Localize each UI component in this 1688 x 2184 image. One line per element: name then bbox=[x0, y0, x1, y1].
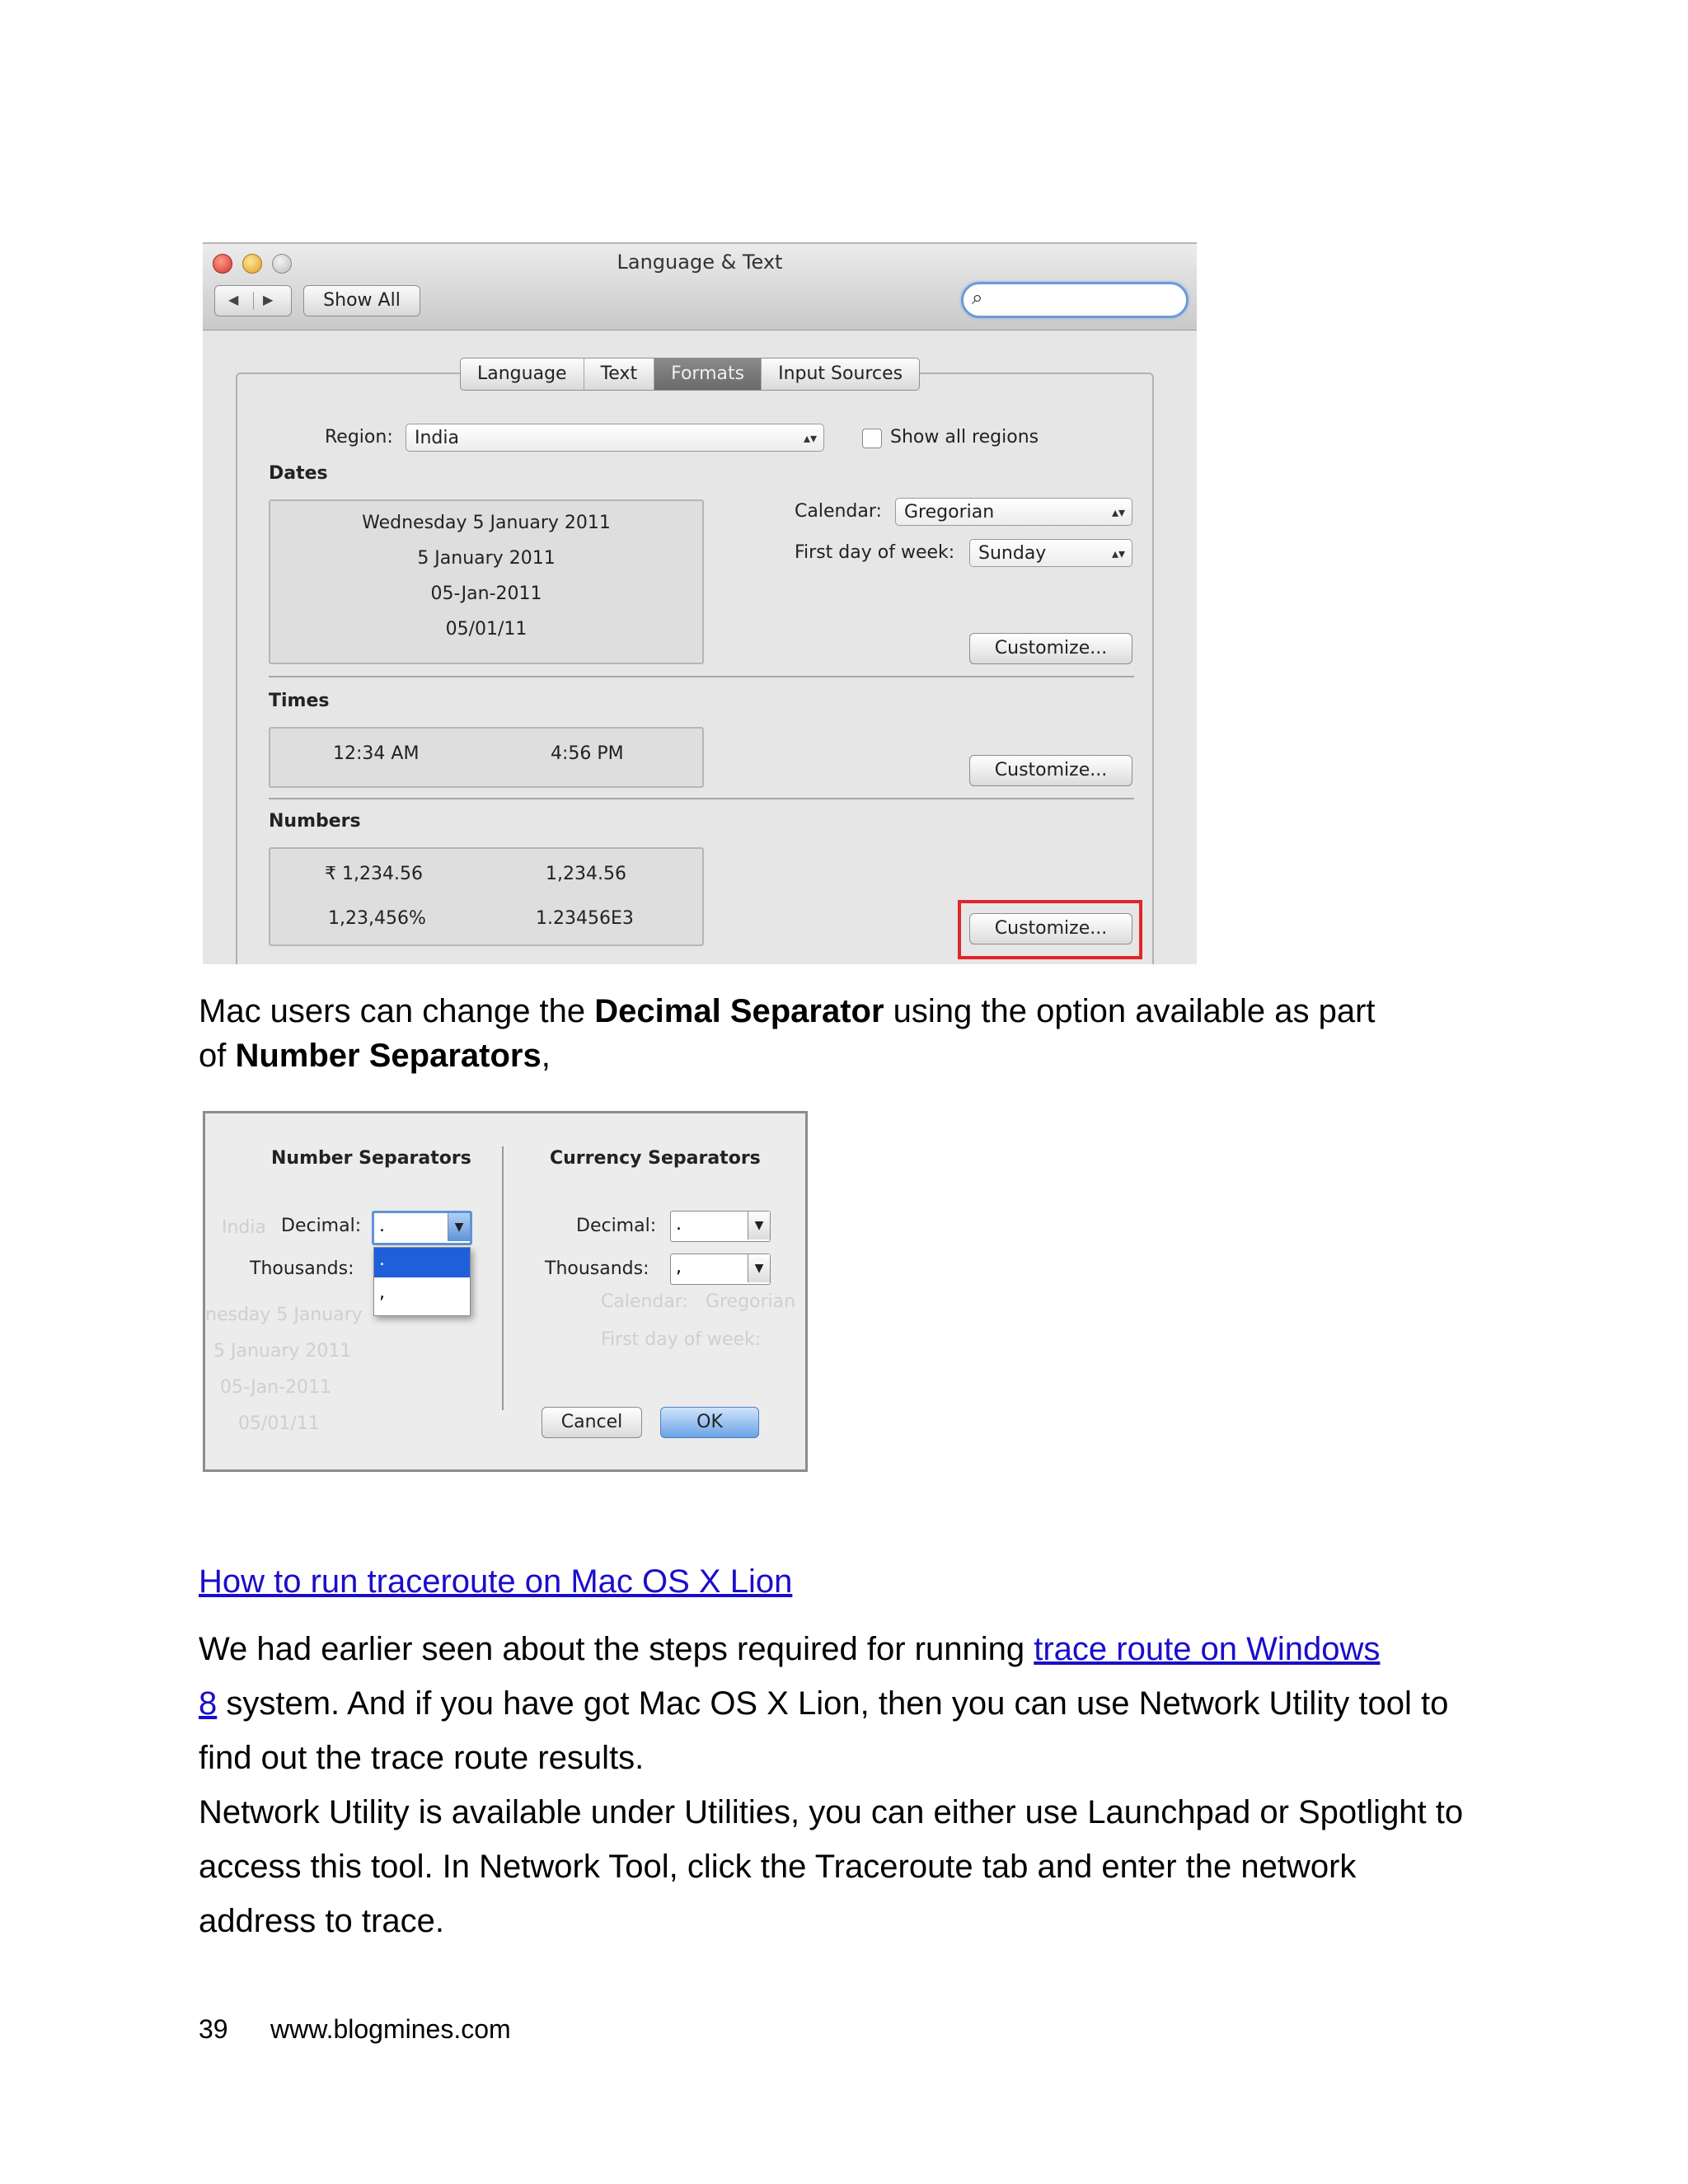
numbers-customize-button[interactable]: Customize... bbox=[969, 913, 1132, 944]
network-utility-line-2: access this tool. In Network Tool, click the Traceroute tab and enter the network bbox=[199, 1849, 1357, 1885]
calendar-value: Gregorian bbox=[904, 502, 995, 523]
updown-arrows-icon: ▴▾ bbox=[1111, 504, 1125, 520]
date-sample-long: 5 January 2011 bbox=[417, 548, 556, 569]
currency-decimal-value: . bbox=[676, 1214, 682, 1235]
time-sample-pm: 4:56 PM bbox=[551, 743, 624, 764]
currency-decimal-combo[interactable] bbox=[670, 1211, 771, 1242]
number-thousands-label: Thousands: bbox=[250, 1258, 354, 1279]
date-sample-full: Wednesday 5 January 2011 bbox=[362, 513, 611, 533]
number-separators-term: Number Separators bbox=[235, 1038, 542, 1074]
first-day-label: First day of week: bbox=[795, 542, 955, 563]
dropdown-arrow-icon[interactable]: ▼ bbox=[748, 1212, 770, 1240]
show-all-regions-checkbox[interactable] bbox=[862, 429, 882, 448]
number-separators-sheet-screenshot: India nesday 5 January 5 January 2011 05-Jan-2011 05/01/11 Calendar: Gregorian First day of week: Number Separators Currency Separators Decimal: . ▼ Thousands: . , Decimal: . ▼ Thousands: , ▼ Cancel OK bbox=[203, 1111, 808, 1472]
back-arrow-icon[interactable]: ◀ bbox=[228, 292, 239, 307]
intro-line-1: Mac users can change the Decimal Separator using the option available as part bbox=[199, 993, 1376, 1029]
trace-route-windows-link[interactable]: trace route on Windows bbox=[1034, 1631, 1381, 1667]
region-select[interactable] bbox=[406, 424, 824, 452]
decimal-separator-term: Decimal Separator bbox=[594, 993, 884, 1029]
times-sample-box bbox=[269, 727, 704, 788]
cancel-button[interactable]: Cancel bbox=[542, 1407, 642, 1438]
network-utility-line-1: Network Utility is available under Utilities, you can either use Launchpad or Spotlight to bbox=[199, 1794, 1464, 1830]
first-day-select[interactable] bbox=[969, 539, 1132, 567]
number-sample-percent: 1,23,456% bbox=[328, 908, 426, 929]
time-sample-am: 12:34 AM bbox=[333, 743, 420, 764]
article-heading-link-wrap bbox=[199, 1554, 792, 1609]
trace-route-windows-link-cont[interactable]: 8 bbox=[199, 1685, 218, 1722]
region-label: Region: bbox=[325, 427, 393, 448]
column-divider bbox=[502, 1146, 504, 1410]
date-sample-medium: 05-Jan-2011 bbox=[430, 583, 542, 604]
traceroute-line-1: We had earlier seen about the steps required for running trace route on Windows bbox=[199, 1631, 1381, 1667]
dropdown-option-period[interactable]: . bbox=[374, 1248, 470, 1277]
intro-paragraph bbox=[199, 989, 1484, 1078]
footer-site: www.blogmines.com bbox=[270, 2014, 511, 2044]
dropdown-option-comma[interactable]: , bbox=[379, 1282, 385, 1303]
number-sample-scientific: 1.23456E3 bbox=[536, 908, 634, 929]
dates-customize-button[interactable]: Customize... bbox=[969, 633, 1132, 664]
traceroute-line-2: 8 system. And if you have got Mac OS X Lion, then you can use Network Utility tool to bbox=[199, 1685, 1449, 1722]
forward-arrow-icon[interactable]: ▶ bbox=[263, 292, 274, 307]
traceroute-article-link[interactable]: How to run traceroute on Mac OS X Lion bbox=[199, 1563, 793, 1600]
tab-input-sources[interactable]: Input Sources bbox=[778, 363, 903, 384]
dropdown-arrow-icon[interactable]: ▼ bbox=[448, 1213, 470, 1241]
calendar-select[interactable] bbox=[895, 498, 1132, 526]
page-number: 39 bbox=[199, 2014, 228, 2044]
times-divider bbox=[269, 798, 1134, 799]
date-sample-short: 05/01/11 bbox=[445, 619, 528, 640]
intro-line-2: of Number Separators, bbox=[199, 1038, 551, 1074]
tab-language[interactable]: Language bbox=[461, 359, 584, 390]
number-decimal-label: Decimal: bbox=[281, 1216, 362, 1236]
number-separators-heading: Number Separators bbox=[271, 1148, 471, 1169]
network-utility-paragraph bbox=[199, 1785, 1517, 1948]
updown-arrows-icon: ▴▾ bbox=[1111, 546, 1125, 561]
ok-button[interactable]: OK bbox=[660, 1407, 759, 1438]
number-sample-currency: ₹ 1,234.56 bbox=[325, 864, 423, 884]
dates-sample-box bbox=[269, 499, 704, 664]
network-utility-line-3: address to trace. bbox=[199, 1903, 444, 1939]
numbers-heading: Numbers bbox=[269, 811, 361, 832]
first-day-value: Sunday bbox=[978, 543, 1047, 564]
times-heading: Times bbox=[269, 691, 330, 711]
language-text-window-screenshot bbox=[203, 242, 1197, 964]
calendar-label: Calendar: bbox=[795, 501, 882, 522]
search-field[interactable] bbox=[961, 282, 1189, 318]
tab-bar bbox=[460, 358, 920, 391]
tab-formats[interactable]: Formats bbox=[654, 359, 762, 390]
currency-thousands-label: Thousands: bbox=[545, 1258, 649, 1279]
window-title: Language & Text bbox=[617, 251, 783, 274]
dates-divider bbox=[269, 676, 1134, 677]
numbers-sample-box bbox=[269, 847, 704, 946]
back-forward-buttons[interactable] bbox=[214, 285, 292, 316]
tab-text[interactable]: Text bbox=[584, 359, 655, 390]
currency-decimal-label: Decimal: bbox=[576, 1216, 657, 1236]
search-icon: ⌕ bbox=[972, 286, 983, 309]
updown-arrows-icon: ▴▾ bbox=[803, 430, 817, 446]
times-customize-button[interactable]: Customize... bbox=[969, 755, 1132, 786]
currency-thousands-combo[interactable] bbox=[670, 1254, 771, 1285]
currency-thousands-value: , bbox=[676, 1257, 682, 1277]
region-value: India bbox=[415, 428, 459, 448]
dates-heading: Dates bbox=[269, 463, 328, 484]
number-decimal-value: . bbox=[379, 1216, 385, 1236]
traceroute-paragraph bbox=[199, 1622, 1517, 1785]
number-sample-decimal: 1,234.56 bbox=[546, 864, 626, 884]
dropdown-arrow-icon[interactable]: ▼ bbox=[748, 1254, 770, 1282]
number-decimal-combo[interactable] bbox=[372, 1211, 472, 1245]
show-all-regions-label: Show all regions bbox=[890, 427, 1039, 448]
traceroute-line-3: find out the trace route results. bbox=[199, 1740, 645, 1776]
currency-separators-heading: Currency Separators bbox=[550, 1148, 761, 1169]
decimal-dropdown-list bbox=[373, 1247, 471, 1316]
show-all-button[interactable]: Show All bbox=[303, 285, 420, 316]
